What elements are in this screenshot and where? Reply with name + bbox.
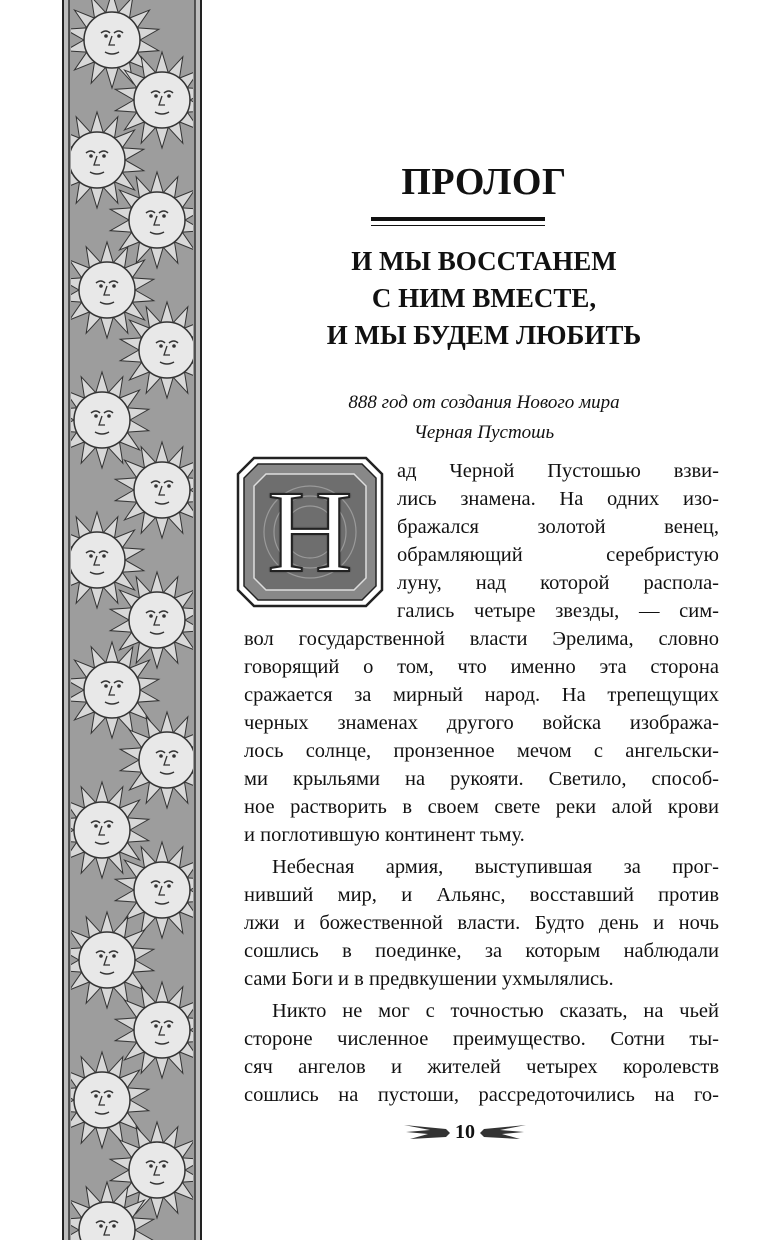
body-line: сошлись в поединке, за которым наблюдали — [244, 940, 719, 962]
body-line: сошлись на пустоши, рассредоточились на го- — [244, 1084, 719, 1106]
epigraph-place: Черная Пустошь — [413, 422, 555, 443]
epigraph-date: 888 год от создания Нового мира — [348, 392, 620, 413]
body-line: луну, над которой распола- — [397, 572, 719, 594]
drop-cap — [236, 456, 384, 608]
body-line: ми крыльями на рукояти. Светило, способ- — [244, 768, 719, 790]
subtitle-line: С НИМ ВМЕСТЕ, — [371, 283, 597, 313]
body-line: и поглотившую континент тьму. — [244, 824, 525, 846]
body-line: бражался золотой венец, — [397, 516, 719, 538]
body-line: сами Боги и в предвкушении ухмылялись. — [244, 968, 614, 990]
body-line: говорящий о том, что именно эта сторона — [244, 656, 719, 678]
body-line: сяч ангелов и жителей четырех королевств — [244, 1056, 719, 1078]
chapter-subtitle — [250, 243, 718, 354]
page-number: 10 — [455, 1121, 475, 1143]
body-line: лось солнце, пронзенное мечом с ангельски- — [244, 740, 719, 762]
body-line: обрамляющий серебристую — [397, 544, 719, 566]
subtitle-line: И МЫ ВОССТАНЕМ — [351, 246, 617, 276]
body-line: лжи и божественной власти. Будто день и ночь — [244, 912, 719, 934]
body-line: ное растворить в своем свете реки алой крови — [244, 796, 719, 818]
title-divider-thin — [371, 225, 545, 226]
body-line: гались четыре звезды, — сим- — [397, 600, 719, 622]
body-line: Небесная армия, выступившая за прог- — [272, 856, 719, 878]
sun-faces-border — [62, 0, 202, 1240]
title-divider — [371, 217, 545, 221]
epigraph — [250, 388, 718, 448]
body-line: лись знамена. На одних изо- — [397, 488, 719, 510]
subtitle-line: И МЫ БУДЕМ ЛЮБИТЬ — [326, 320, 642, 350]
body-line: ад Черной Пустошью взви- — [397, 460, 719, 482]
body-line: сражается за мирный народ. На трепещущих — [244, 684, 719, 706]
body-line: нивший мир, и Альянс, восставший против — [244, 884, 719, 906]
body-line: черных знаменах другого войска изобража- — [244, 712, 719, 734]
body-line: вол государственной власти Эрелима, словно — [244, 628, 719, 650]
chapter-title: ПРОЛОГ — [401, 161, 567, 203]
page-number-block — [400, 1117, 530, 1147]
drop-cap-letter: Н — [267, 466, 353, 597]
body-line: стороне численное преимущество. Сотни ты- — [244, 1028, 719, 1050]
body-line: Никто не мог с точностью сказать, на чьей — [272, 1000, 719, 1022]
